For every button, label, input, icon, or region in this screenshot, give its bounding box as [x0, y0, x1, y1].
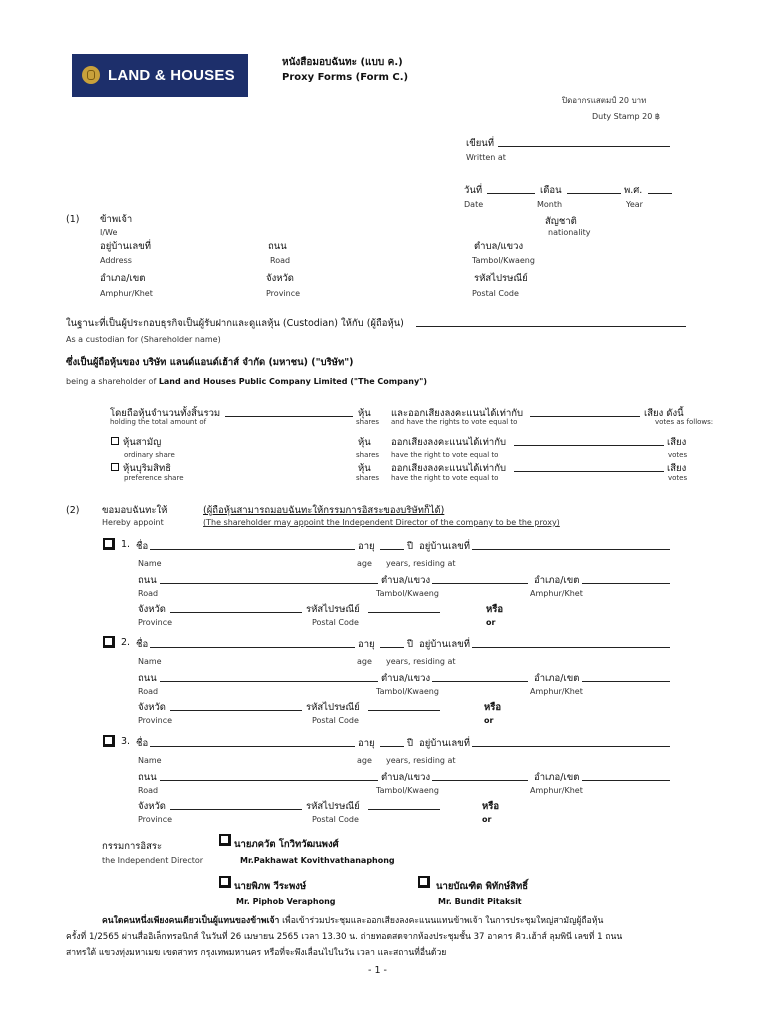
proxy-2-postal-label: รหัสไปรษณีย์: [306, 702, 360, 713]
director-3-th: นายบัณฑิต พิทักษ์สิทธิ์: [436, 881, 528, 892]
date-field[interactable]: [487, 193, 535, 194]
iwe-en: I/We: [100, 228, 118, 237]
pref-th: หุ้นบุริมสิทธิ: [123, 463, 172, 474]
proxy-1-name-en: Name: [138, 559, 162, 568]
appoint-en: Hereby appoint: [102, 518, 164, 527]
proxy-3-address-label: อยู่บ้านเลขที่: [419, 738, 470, 749]
proxy-3-age-label: อายุ: [358, 738, 375, 749]
proxy-2-province-label: จังหวัด: [138, 702, 166, 713]
director-3-en: Mr. Bundit Pitaksit: [438, 897, 522, 906]
proxy-1-province-en: Province: [138, 618, 173, 627]
logo-text: LAND & HOUSES: [108, 67, 235, 84]
note-en: (The shareholder may appoint the Independent Director of the company to be the proxy): [203, 518, 560, 527]
proxy-2-province-en: Province: [138, 716, 173, 725]
proxy-1-tambol-label: ตำบล/แขวง: [381, 575, 431, 586]
proxy-1-postal-en: Postal Code: [312, 618, 359, 627]
shares-unit-en: shares: [356, 418, 380, 426]
proxy-3-tambol-en: Tambol/Kwaeng: [376, 786, 439, 795]
proxy-3-number: 3.: [121, 736, 131, 747]
ordinary-th: หุ้นสามัญ: [123, 437, 162, 448]
director-1-th: นายภควัต โกวิทวัฒนพงศ์: [234, 839, 339, 850]
year-field[interactable]: [648, 193, 672, 194]
date-label: วันที่: [464, 185, 483, 196]
section-2-number: (2): [66, 505, 80, 516]
proxy-1-name-label: ชื่อ: [136, 541, 149, 552]
proxy-1-amphur-field[interactable]: [582, 583, 670, 584]
proxy-2-amphur-en: Amphur/Khet: [530, 687, 583, 696]
custodian-th: ในฐานะที่เป็นผู้ประกอบธุรกิจเป็นผู้รับฝากและดูแลหุ้น (Custodian) ให้กับ (ผู้ถือหุ้น): [66, 318, 404, 329]
proxy-1-name-field[interactable]: [150, 549, 355, 550]
month-en: Month: [537, 200, 563, 209]
proxy-2-age-field[interactable]: [380, 647, 404, 648]
proxy-2-years-en: years, residing at: [386, 657, 456, 666]
proxy-2-amphur-field[interactable]: [582, 681, 670, 682]
proxy-3-address-field[interactable]: [472, 746, 670, 747]
pref-unit-en: shares: [356, 474, 380, 482]
director-label-th: กรรมการอิสระ: [102, 841, 163, 852]
director-2-en: Mr. Piphob Veraphong: [236, 897, 336, 906]
ordinary-en: ordinary share: [124, 451, 175, 459]
proxy-3-tambol-field[interactable]: [432, 780, 528, 781]
postal-th: รหัสไปรษณีย์: [474, 273, 528, 284]
written-at-label: เขียนที่: [466, 138, 495, 149]
stamp-th: ปิดอากรแสตมป์ 20 บาท: [562, 96, 647, 105]
proxy-1-or-en: or: [486, 618, 496, 627]
proxy-2-address-label: อยู่บ้านเลขที่: [419, 639, 470, 650]
footer-line-2: ครั้งที่ 1/2565 ผ่านสื่ออิเล็กทรอนิกส์ ในวันที่ 26 เมษายน 2565 เวลา 13.30 น. ถ่ายทอดสดจากห้องประชุมชั้น 37 อาคาร คิว.เฮ้าส์ ลุมพินี เลขที่ 1 ถนน: [66, 932, 623, 942]
proxy-2-number: 2.: [121, 637, 131, 648]
pref-v-en: votes: [668, 474, 688, 482]
shareholder-name-field[interactable]: [416, 326, 686, 327]
proxy-3-years-en: years, residing at: [386, 756, 456, 765]
province-th: จังหวัด: [266, 273, 294, 284]
appoint-th: ขอมอบฉันทะให้: [102, 505, 168, 516]
shares-unit-th: หุ้น: [358, 408, 371, 419]
proxy-1-age-en: age: [357, 559, 372, 568]
votes-en: votes as follows:: [655, 418, 714, 426]
shareholder-of-th: ซึ่งเป็นผู้ถือหุ้นของ บริษัท แลนด์แอนด์เฮ้าส์ จำกัด (มหาชน) ("บริษัท"): [66, 357, 354, 368]
director-3-checkbox[interactable]: [418, 876, 430, 888]
proxy-1-age-label: อายุ: [358, 541, 375, 552]
written-at-en: Written at: [466, 153, 506, 162]
proxy-1-tambol-en: Tambol/Kwaeng: [376, 589, 439, 598]
proxy-2-name-field[interactable]: [150, 647, 355, 648]
proxy-3-road-en: Road: [138, 786, 159, 795]
pref-unit-th: หุ้น: [358, 463, 371, 474]
date-en: Date: [464, 200, 484, 209]
proxy-2-name-en: Name: [138, 657, 162, 666]
proxy-1-address-field[interactable]: [472, 549, 670, 550]
written-at-field[interactable]: [498, 146, 670, 147]
section-1-number: (1): [66, 214, 80, 225]
director-1-en: Mr.Pakhawat Kovithvathanaphong: [240, 856, 395, 865]
amphur-en: Amphur/Khet: [100, 289, 153, 298]
total-shares-field[interactable]: [225, 416, 353, 417]
footer-line-1: คนใดคนหนึ่งเพียงคนเดียวเป็นผู้แทนของข้าพเจ้า เพื่อเข้าร่วมประชุมและออกเสียงลงคะแนนแทนข้าพเจ้า ในการประชุมใหญ่สามัญผู้ถือหุ้น: [102, 916, 604, 926]
preference-votes-field[interactable]: [514, 471, 664, 472]
proxy-1-number: 1.: [121, 539, 131, 550]
tambol-th: ตำบล/แขวง: [474, 241, 524, 252]
page-number: - 1 -: [368, 965, 387, 976]
proxy-2-age-en: age: [357, 657, 372, 666]
proxy-1-amphur-label: อำเภอ/เขต: [534, 575, 580, 586]
proxy-1-postal-field[interactable]: [368, 612, 440, 613]
proxy-3-checkbox[interactable]: [103, 735, 115, 747]
proxy-2-road-label: ถนน: [138, 673, 157, 684]
proxy-3-or-en: or: [482, 815, 492, 824]
proxy-1-years-en: years, residing at: [386, 559, 456, 568]
month-field[interactable]: [567, 193, 621, 194]
proxy-3-postal-en: Postal Code: [312, 815, 359, 824]
title-en: Proxy Forms (Form C.): [282, 72, 409, 83]
proxy-2-postal-en: Postal Code: [312, 716, 359, 725]
proxy-3-province-field[interactable]: [170, 809, 302, 810]
pref-v-th: เสียง: [667, 463, 687, 474]
proxy-3-name-field[interactable]: [150, 746, 355, 747]
proxy-3-road-label: ถนน: [138, 772, 157, 783]
ord-unit-en: shares: [356, 451, 380, 459]
proxy-1-checkbox[interactable]: [103, 538, 115, 550]
proxy-1-address-label: อยู่บ้านเลขที่: [419, 541, 470, 552]
proxy-3-amphur-field[interactable]: [582, 780, 670, 781]
proxy-3-amphur-en: Amphur/Khet: [530, 786, 583, 795]
preference-share-checkbox[interactable]: [111, 463, 119, 471]
proxy-1-tambol-field[interactable]: [432, 583, 528, 584]
stamp-en: Duty Stamp 20 ฿: [592, 112, 660, 121]
proxy-2-road-field[interactable]: [160, 681, 378, 682]
proxy-1-age-field[interactable]: [380, 549, 404, 550]
proxy-2-address-field[interactable]: [472, 647, 670, 648]
proxy-2-or-en: or: [484, 716, 494, 725]
nationality-th: สัญชาติ: [545, 216, 577, 227]
proxy-2-postal-field[interactable]: [368, 710, 440, 711]
proxy-2-amphur-label: อำเภอ/เขต: [534, 673, 580, 684]
proxy-3-age-en: age: [357, 756, 372, 765]
proxy-1-road-en: Road: [138, 589, 159, 598]
ord-v-en: votes: [668, 451, 688, 459]
proxy-3-province-label: จังหวัด: [138, 801, 166, 812]
vote-en: and have the rights to vote equal to: [391, 418, 518, 426]
ord-vote-en: have the right to vote equal to: [391, 451, 499, 459]
proxy-3-amphur-label: อำเภอ/เขต: [534, 772, 580, 783]
proxy-3-tambol-label: ตำบล/แขวง: [381, 772, 431, 783]
proxy-3-or-th: หรือ: [482, 801, 500, 812]
nationality-en: nationality: [548, 228, 591, 237]
votes-th: เสียง ดังนี้: [644, 408, 684, 419]
ordinary-share-checkbox[interactable]: [111, 437, 119, 445]
proxy-1-road-field[interactable]: [160, 583, 378, 584]
road-en: Road: [270, 256, 291, 265]
proxy-2-name-label: ชื่อ: [136, 639, 149, 650]
proxy-1-postal-label: รหัสไปรษณีย์: [306, 604, 360, 615]
director-label-en: the Independent Director: [102, 856, 204, 865]
proxy-1-or-th: หรือ: [486, 604, 504, 615]
year-en: Year: [626, 200, 643, 209]
month-label: เดือน: [540, 185, 562, 196]
vote-th: และออกเสียงลงคะแนนได้เท่ากับ: [391, 408, 524, 419]
proxy-2-province-field[interactable]: [170, 710, 302, 711]
proxy-1-years-label: ปี: [407, 541, 414, 552]
ordinary-votes-field[interactable]: [514, 445, 664, 446]
proxy-2-tambol-field[interactable]: [432, 681, 528, 682]
proxy-1-province-label: จังหวัด: [138, 604, 166, 615]
postal-en: Postal Code: [472, 289, 519, 298]
proxy-2-tambol-label: ตำบล/แขวง: [381, 673, 431, 684]
proxy-1-province-field[interactable]: [170, 612, 302, 613]
proxy-2-years-label: ปี: [407, 639, 414, 650]
total-shares-en: holding the total amount of: [110, 418, 207, 426]
road-th: ถนน: [268, 241, 287, 252]
director-1-checkbox[interactable]: [219, 834, 231, 846]
company-logo: [72, 54, 248, 97]
pref-en: preference share: [124, 474, 184, 482]
proxy-3-name-en: Name: [138, 756, 162, 765]
proxy-3-road-field[interactable]: [160, 780, 378, 781]
address-en: Address: [100, 256, 132, 265]
proxy-2-or-th: หรือ: [484, 702, 502, 713]
proxy-3-province-en: Province: [138, 815, 173, 824]
proxy-3-years-label: ปี: [407, 738, 414, 749]
pref-vote-en: have the right to vote equal to: [391, 474, 499, 482]
proxy-3-postal-label: รหัสไปรษณีย์: [306, 801, 360, 812]
shareholder-of-en: being a shareholder of Land and Houses Public Company Limited ("The Company"): [66, 377, 427, 386]
tambol-en: Tambol/Kwaeng: [472, 256, 535, 265]
address-th: อยู่บ้านเลขที่: [100, 241, 151, 252]
title-th: หนังสือมอบฉันทะ (แบบ ค.): [282, 57, 403, 68]
year-label: พ.ศ.: [624, 185, 643, 196]
note-th: (ผู้ถือหุ้นสามารถมอบฉันทะให้กรรมการอิสระของบริษัทก็ได้): [203, 505, 445, 516]
ord-unit-th: หุ้น: [358, 437, 371, 448]
total-shares-th: โดยถือหุ้นจำนวนทั้งสิ้นรวม: [110, 408, 221, 419]
director-2-checkbox[interactable]: [219, 876, 231, 888]
amphur-th: อำเภอ/เขต: [100, 273, 146, 284]
proxy-3-postal-field[interactable]: [368, 809, 440, 810]
ord-v-th: เสียง: [667, 437, 687, 448]
proxy-2-checkbox[interactable]: [103, 636, 115, 648]
ord-vote-th: ออกเสียงลงคะแนนได้เท่ากับ: [391, 437, 507, 448]
proxy-1-amphur-en: Amphur/Khet: [530, 589, 583, 598]
custodian-en: As a custodian for (Shareholder name): [66, 335, 221, 344]
director-2-th: นายพิภพ วีระพงษ์: [234, 881, 307, 892]
footer-line-3: สาทรใต้ แขวงทุ่งมหาเมฆ เขตสาทร กรุงเทพมหานคร หรือที่จะพึงเลื่อนไปในวัน เวลา และสถานที่อื่นด้วย: [66, 948, 447, 958]
proxy-2-road-en: Road: [138, 687, 159, 696]
proxy-3-name-label: ชื่อ: [136, 738, 149, 749]
proxy-2-age-label: อายุ: [358, 639, 375, 650]
province-en: Province: [266, 289, 301, 298]
total-votes-field[interactable]: [530, 416, 640, 417]
house-emblem-icon: [82, 66, 100, 84]
proxy-2-tambol-en: Tambol/Kwaeng: [376, 687, 439, 696]
proxy-3-age-field[interactable]: [380, 746, 404, 747]
iwe-th: ข้าพเจ้า: [100, 214, 133, 225]
proxy-1-road-label: ถนน: [138, 575, 157, 586]
pref-vote-th: ออกเสียงลงคะแนนได้เท่ากับ: [391, 463, 507, 474]
